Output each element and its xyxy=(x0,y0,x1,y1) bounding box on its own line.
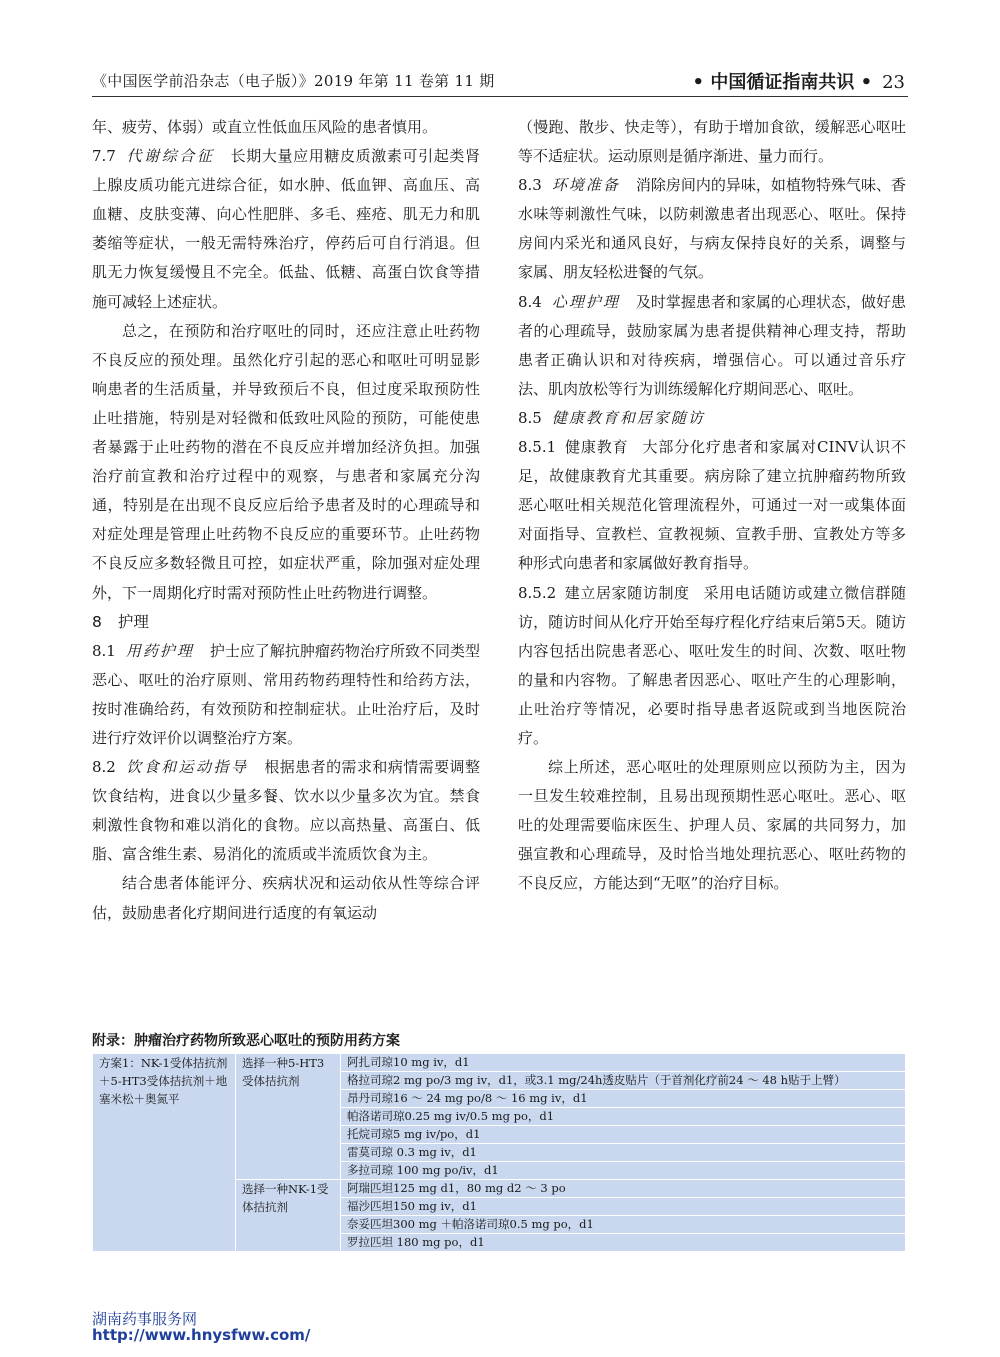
appendix-title: 附录：肿瘤治疗药物所致恶心呕吐的预防用药方案 xyxy=(92,1033,400,1049)
drug-regimen-cell: 雷莫司琼 0.3 mg iv，d1 xyxy=(341,1144,906,1162)
paragraph: 总之，在预防和治疗呕吐的同时，还应注意止吐药物不良反应的预处理。虽然化疗引起的恶心和呕吐可明显影响患者的生活质量，并导致预后不良，但过度采取预防性止吐措施，特别是对轻微和低致吐风险的预防，可能使患者暴露于止吐药物的潜在不良反应并增加经济负担。加强治疗前宣教和治疗过程中的观察，与患者和家属充分沟通，特别是在出现不良反应后给予患者及时的心理疏导和对症处理是管理止吐药物不良反应的重要环节。止吐药物不良反应多数轻微且可控，如症状严重，除加强对症处理外，下一周期化疗时需对预防性止吐药物进行调整。 xyxy=(92,321,480,602)
scheme-cell: 方案1：NK-1受体拮抗剂＋5-HT3受体拮抗剂＋地塞米松＋奥氮平 xyxy=(93,1054,236,1252)
section-text: 根据患者的需求和病情需要调整饮食结构，进食以少量多餐、饮水以少量多次为宜。禁食刺激性食物和难以消化的食物。应以高热量、高蛋白、低脂、富含维生素、易消化的流质或半流质饮食为主。 xyxy=(92,758,480,864)
section-number: 8.5.1 xyxy=(518,438,557,457)
paragraph: 年、疲劳、体弱）或直立性低血压风险的患者慎用。 xyxy=(92,118,438,136)
site-url-link[interactable]: http://www.hnysfww.com/ xyxy=(92,1326,311,1344)
journal-header: 《中国医学前沿杂志（电子版）》2019 年第 11 卷第 11 期 xyxy=(92,72,495,90)
section-title: 健康教育和居家随访 xyxy=(551,408,705,427)
appendix-table-body xyxy=(93,1054,906,1252)
section-number: 8.3 xyxy=(518,176,542,195)
section-title: 心理护理 xyxy=(551,292,620,311)
drug-regimen-cell: 托烷司琼5 mg iv/po，d1 xyxy=(341,1126,906,1144)
section-number: 7.7 xyxy=(92,147,116,166)
right-column xyxy=(518,113,906,899)
section-text: 护士应了解抗肿瘤药物治疗所致不同类型恶心、呕吐的治疗原则、常用药物药理特性和给药方法，按时准确给药，有效预防和控制症状。止吐治疗后，及时进行疗效评价以调整治疗方案。 xyxy=(92,641,480,747)
section-text: 大部分化疗患者和家属对CINV认识不足，故健康教育尤其重要。病房除了建立抗肿瘤药物所致恶心呕吐相关规范化管理流程外，可通过一对一或集体面对面指导、宣教栏、宣教视频、宣教手册、宣教处方等多种形式向患者和家属做好教育指导。 xyxy=(518,438,906,573)
section-text: 长期大量应用糖皮质激素可引起类肾上腺皮质功能亢进综合征，如水肿、低血钾、高血压、高血糖、皮肤变薄、向心性肥胖、多毛、痤疮、肌无力和肌萎缩等症状，一般无需特殊治疗，停药后可自行消退。但肌无力恢复缓慢且不完全。低盐、低糖、高蛋白饮食等措施可减轻上述症状。 xyxy=(92,147,480,311)
section-title: 环境准备 xyxy=(551,176,620,195)
section-8-1 xyxy=(92,637,480,753)
section-text: 采用电话随访或建立微信群随访，随访时间从化疗开始至每疗程化疗结束后第5天。随访内容包括出院患者恶心、呕吐发生的时间、次数、呕吐物的量和内容物。了解患者因恶心、呕吐产生的心理影响，止吐治疗等情况，必要时指导患者返院或到当地医院治疗。 xyxy=(518,583,906,747)
section-text: 消除房间内的异味，如植物特殊气味、香水味等刺激性气味，以防刺激患者出现恶心、呕吐。保持房间内采光和通风良好，与病友保持良好的关系，调整与家属、朋友轻松进餐的气氛。 xyxy=(518,176,906,282)
section-text: 及时掌握患者和家属的心理状态，做好患者的心理疏导，鼓励家属为患者提供精神心理支持，帮助患者正确认识和对待疾病，增强信心。可以通过音乐疗法、肌肉放松等行为训练缓解化疗期间恶心、呕吐。 xyxy=(518,292,906,398)
section-number: 8.5.2 xyxy=(518,583,557,602)
section-title: 用药护理 xyxy=(125,641,194,660)
section-number: 8.1 xyxy=(92,641,116,660)
section-title: 建立居家随访制度 xyxy=(564,583,690,602)
page-number: 23 xyxy=(882,72,905,93)
header-rule xyxy=(92,96,908,97)
drug-regimen-cell: 阿扎司琼10 mg iv，d1 xyxy=(341,1054,906,1072)
section-8-2 xyxy=(92,753,480,869)
paragraph: 综上所述，恶心呕吐的处理原则应以预防为主，因为一旦发生较难控制，且易出现预期性恶心呕吐。恶心、呕吐的处理需要临床医生、护理人员、家属的共同努力，加强宣教和心理疏导，及时恰当地处理抗恶心、呕吐药物的不良反应，方能达到“无呕”的治疗目标。 xyxy=(518,758,906,893)
appendix-table xyxy=(92,1053,906,1252)
section-8-5-2 xyxy=(518,579,906,754)
section-8-5-1 xyxy=(518,433,906,578)
drug-regimen-cell: 帕洛诺司琼0.25 mg iv/0.5 mg po，d1 xyxy=(341,1108,906,1126)
heading-number: 8 xyxy=(92,612,102,631)
heading-title: 护理 xyxy=(117,612,149,631)
drug-group-cell: 选择一种NK-1受体拮抗剂 xyxy=(236,1180,341,1252)
section-number: 8.2 xyxy=(92,758,116,777)
section-title: 饮食和运动指导 xyxy=(125,758,249,777)
section-8-5 xyxy=(518,404,906,433)
column-header xyxy=(693,68,905,94)
drug-regimen-cell: 阿瑞匹坦125 mg d1，80 mg d2 ～ 3 po xyxy=(341,1180,906,1198)
drug-regimen-cell: 格拉司琼2 mg po/3 mg iv，d1，或3.1 mg/24h透皮贴片（于首剂化疗前24 ～ 48 h贴于上臂） xyxy=(341,1072,906,1090)
paragraph: （慢跑、散步、快走等），有助于增加食欲，缓解恶心呕吐等不适症状。运动原则是循序渐进、量力而行。 xyxy=(518,118,906,166)
left-column xyxy=(92,113,480,928)
section-8-4 xyxy=(518,288,906,404)
section-number: 8.5 xyxy=(518,408,542,427)
drug-regimen-cell: 奈妥匹坦300 mg ＋帕洛诺司琼0.5 mg po，d1 xyxy=(341,1216,906,1234)
drug-regimen-cell: 福沙匹坦150 mg iv，d1 xyxy=(341,1198,906,1216)
section-title: 健康教育 xyxy=(564,438,629,457)
column-name: • 中国循证指南共识 • xyxy=(692,72,873,93)
drug-regimen-cell: 昂丹司琼16 ～ 24 mg po/8 ～ 16 mg iv，d1 xyxy=(341,1090,906,1108)
table-row xyxy=(93,1054,906,1072)
paragraph: 结合患者体能评分、疾病状况和运动依从性等综合评估，鼓励患者化疗期间进行适度的有氧运动 xyxy=(92,874,480,922)
section-7-7 xyxy=(92,142,480,317)
section-title: 代谢综合征 xyxy=(125,147,215,166)
drug-regimen-cell: 罗拉匹坦 180 mg po，d1 xyxy=(341,1234,906,1252)
drug-regimen-cell: 多拉司琼 100 mg po/iv，d1 xyxy=(341,1162,906,1180)
site-name: 湖南药事服务网 xyxy=(92,1310,198,1328)
drug-group-cell: 选择一种5-HT3受体拮抗剂 xyxy=(236,1054,341,1180)
section-number: 8.4 xyxy=(518,292,542,311)
section-8-3 xyxy=(518,171,906,287)
heading-8 xyxy=(92,608,480,637)
